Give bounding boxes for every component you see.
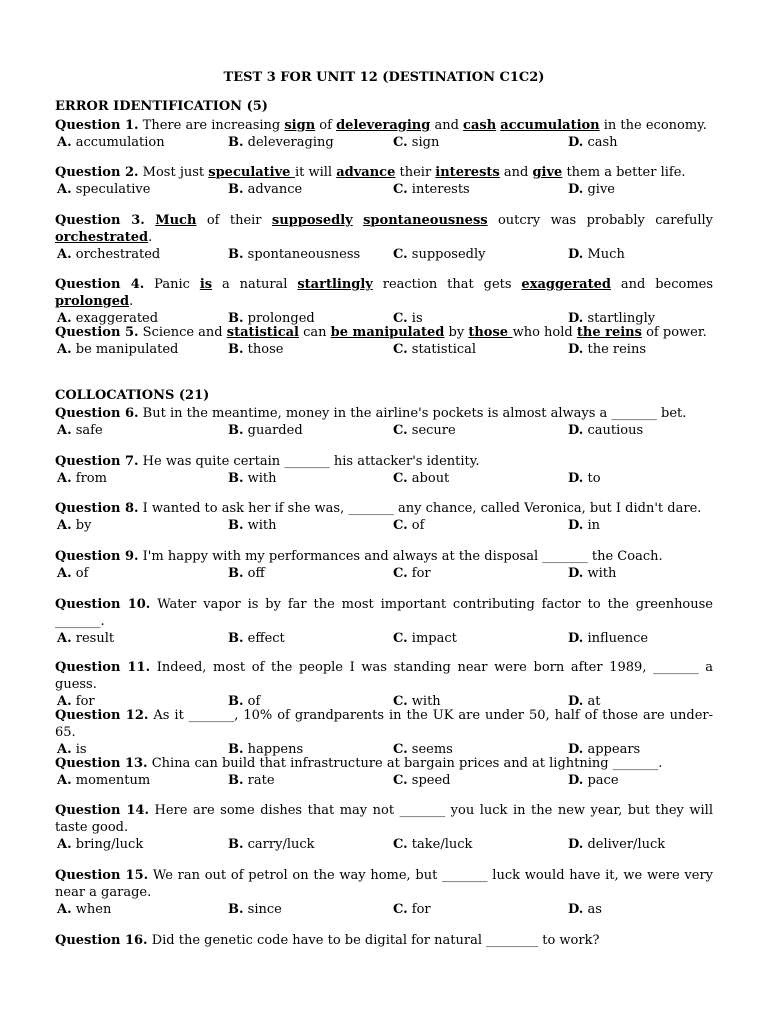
option-b: B. effect xyxy=(228,631,285,646)
question-number: Question 2. xyxy=(55,165,139,180)
question-number: Question 8. xyxy=(55,501,139,516)
option-b: B. with xyxy=(228,518,277,533)
question-number: Question 10. xyxy=(55,597,151,612)
question-number: Question 4. xyxy=(55,277,145,292)
underlined-option: give xyxy=(532,165,563,180)
question-4 xyxy=(55,276,713,327)
question-15-stem: Question 15. We ran out of petrol on the way home, but _______ luck would have it, we were very near a garage. xyxy=(55,868,714,900)
underlined-option: statistical xyxy=(226,325,299,340)
question-number: Question 6. xyxy=(55,406,139,421)
option-b: B. those xyxy=(228,342,284,357)
question-5 xyxy=(55,324,713,358)
option-c: C. supposedly xyxy=(393,247,486,262)
option-a: A. exaggerated xyxy=(57,311,159,326)
option-a: A. speculative xyxy=(57,182,151,197)
option-a: A. accumulation xyxy=(57,135,165,150)
question-11-stem: Question 11. Indeed, most of the people I was standing near were born after 1989, _______ a guess. xyxy=(55,660,713,692)
underlined-option: speculative xyxy=(208,165,295,180)
option-c: C. take/luck xyxy=(393,837,473,852)
question-1-stem: Question 1. There are increasing sign of deleveraging and cash accumulation in the economy. xyxy=(55,118,707,133)
answer-options xyxy=(55,772,713,789)
option-b: B. with xyxy=(228,471,277,486)
question-10 xyxy=(55,596,713,647)
option-a: A. by xyxy=(57,518,92,533)
option-b: B. of xyxy=(228,694,261,709)
question-9-stem: Question 9. I'm happy with my performances and always at the disposal _______ the Coach. xyxy=(55,549,663,564)
question-number: Question 5. xyxy=(55,325,139,340)
option-a: A. when xyxy=(57,902,112,917)
option-d: D. as xyxy=(568,902,602,917)
option-a: A. result xyxy=(57,631,115,646)
question-number: Question 3. xyxy=(55,213,145,228)
question-4-stem: Question 4. Panic is a natural startlingly reaction that gets exaggerated and becomes prolonged. xyxy=(55,277,714,309)
option-d: D. influence xyxy=(568,631,649,646)
question-6-stem: Question 6. But in the meantime, money in the airline's pockets is almost always a _______ bet. xyxy=(55,406,687,421)
option-d: D. in xyxy=(568,518,601,533)
underlined-option: be manipulated xyxy=(330,325,445,340)
underlined-option: deleveraging xyxy=(336,118,431,133)
question-2-stem: Question 2. Most just speculative it will advance their interests and give them a better life. xyxy=(55,165,686,180)
section-heading-error-identification: ERROR IDENTIFICATION (5) xyxy=(55,99,268,114)
option-a: A. for xyxy=(57,694,95,709)
question-12-stem: Question 12. As it _______, 10% of grandparents in the UK are under 50, half of those are under-65. xyxy=(55,708,713,740)
option-a: A. orchestrated xyxy=(57,247,161,262)
question-14 xyxy=(55,802,713,853)
question-1 xyxy=(55,117,713,151)
option-d: D. startlingly xyxy=(568,311,656,326)
question-10-stem: Question 10. Water vapor is by far the most important contributing factor to the greenhouse _______. xyxy=(55,597,714,629)
question-number: Question 12. xyxy=(55,708,149,723)
question-12 xyxy=(55,707,713,758)
option-b: B. since xyxy=(228,902,282,917)
answer-options xyxy=(55,246,713,263)
question-13 xyxy=(55,755,713,789)
option-b: B. spontaneousness xyxy=(228,247,361,262)
question-number: Question 1. xyxy=(55,118,139,133)
underlined-option: the reins xyxy=(576,325,642,340)
option-a: A. bring/luck xyxy=(57,837,144,852)
option-b: B. happens xyxy=(228,742,304,757)
question-2 xyxy=(55,164,713,198)
option-d: D. pace xyxy=(568,773,619,788)
option-c: C. is xyxy=(393,311,423,326)
option-d: D. appears xyxy=(568,742,641,757)
question-16-stem: Question 16. Did the genetic code have to be digital for natural ________ to work? xyxy=(55,933,600,948)
underlined-option: supposedly xyxy=(271,213,353,228)
underlined-option: startlingly xyxy=(297,277,373,292)
question-7-stem: Question 7. He was quite certain _______ his attacker's identity. xyxy=(55,454,480,469)
option-d: D. Much xyxy=(568,247,625,262)
option-d: D. at xyxy=(568,694,601,709)
option-d: D. the reins xyxy=(568,342,647,357)
option-b: B. deleveraging xyxy=(228,135,334,150)
question-6 xyxy=(55,405,713,439)
question-number: Question 15. xyxy=(55,868,149,883)
underlined-option: prolonged xyxy=(55,294,130,309)
question-7 xyxy=(55,453,713,487)
question-number: Question 11. xyxy=(55,660,151,675)
option-d: D. to xyxy=(568,471,601,486)
underlined-option: interests xyxy=(435,165,500,180)
question-3 xyxy=(55,212,713,263)
underlined-option: spontaneousness xyxy=(363,213,488,228)
option-d: D. deliver/luck xyxy=(568,837,666,852)
option-c: C. of xyxy=(393,518,425,533)
option-c: C. about xyxy=(393,471,450,486)
option-c: C. seems xyxy=(393,742,453,757)
page-title: TEST 3 FOR UNIT 12 (DESTINATION C1C2) xyxy=(223,70,545,85)
underlined-option: orchestrated xyxy=(55,230,149,245)
section-heading-collocations: COLLOCATIONS (21) xyxy=(55,388,210,403)
option-b: B. prolonged xyxy=(228,311,315,326)
option-b: B. off xyxy=(228,566,265,581)
answer-options xyxy=(55,422,713,439)
answer-options xyxy=(55,901,713,918)
answer-options xyxy=(55,134,713,151)
question-3-stem: Question 3. Much of their supposedly spontaneousness outcry was probably carefully orchestrated. xyxy=(55,213,714,245)
option-d: D. cash xyxy=(568,135,618,150)
option-c: C. with xyxy=(393,694,441,709)
answer-options xyxy=(55,517,713,534)
underlined-option: accumulation xyxy=(500,118,600,133)
question-number: Question 7. xyxy=(55,454,139,469)
option-a: A. is xyxy=(57,742,87,757)
option-b: B. guarded xyxy=(228,423,303,438)
question-8 xyxy=(55,500,713,534)
answer-options xyxy=(55,565,713,582)
underlined-option: sign xyxy=(284,118,316,133)
underlined-option: exaggerated xyxy=(521,277,611,292)
option-c: C. sign xyxy=(393,135,440,150)
option-a: A. be manipulated xyxy=(57,342,179,357)
question-14-stem: Question 14. Here are some dishes that may not _______ you luck in the new year, but they will taste good. xyxy=(55,803,714,835)
option-c: C. for xyxy=(393,566,431,581)
answer-options xyxy=(55,341,713,358)
question-5-stem: Question 5. Science and statistical can be manipulated by those who hold the reins of power. xyxy=(55,325,707,340)
option-d: D. with xyxy=(568,566,617,581)
question-number: Question 14. xyxy=(55,803,149,818)
underlined-option: Much xyxy=(155,213,197,228)
question-9 xyxy=(55,548,713,582)
underlined-option: cash xyxy=(463,118,497,133)
question-13-stem: Question 13. China can build that infrastructure at bargain prices and at lightning _______. xyxy=(55,756,663,771)
option-c: C. statistical xyxy=(393,342,477,357)
option-c: C. secure xyxy=(393,423,456,438)
option-d: D. give xyxy=(568,182,615,197)
option-a: A. safe xyxy=(57,423,103,438)
question-number: Question 13. xyxy=(55,756,148,771)
answer-options xyxy=(55,470,713,487)
answer-options xyxy=(55,630,713,647)
question-15 xyxy=(55,867,713,918)
option-a: A. from xyxy=(57,471,107,486)
option-b: B. carry/luck xyxy=(228,837,315,852)
option-d: D. cautious xyxy=(568,423,644,438)
question-16 xyxy=(55,932,713,949)
question-number: Question 16. xyxy=(55,933,148,948)
underlined-option: those xyxy=(468,325,513,340)
option-c: C. speed xyxy=(393,773,451,788)
option-b: B. rate xyxy=(228,773,275,788)
option-a: A. momentum xyxy=(57,773,151,788)
option-c: C. interests xyxy=(393,182,470,197)
option-c: C. for xyxy=(393,902,431,917)
option-a: A. of xyxy=(57,566,89,581)
option-b: B. advance xyxy=(228,182,303,197)
underlined-option: advance xyxy=(336,165,396,180)
question-8-stem: Question 8. I wanted to ask her if she was, _______ any chance, called Veronica, but I didn't dare. xyxy=(55,501,702,516)
underlined-option: is xyxy=(199,277,213,292)
question-11 xyxy=(55,659,713,710)
question-number: Question 9. xyxy=(55,549,139,564)
answer-options xyxy=(55,181,713,198)
option-c: C. impact xyxy=(393,631,457,646)
answer-options xyxy=(55,836,713,853)
